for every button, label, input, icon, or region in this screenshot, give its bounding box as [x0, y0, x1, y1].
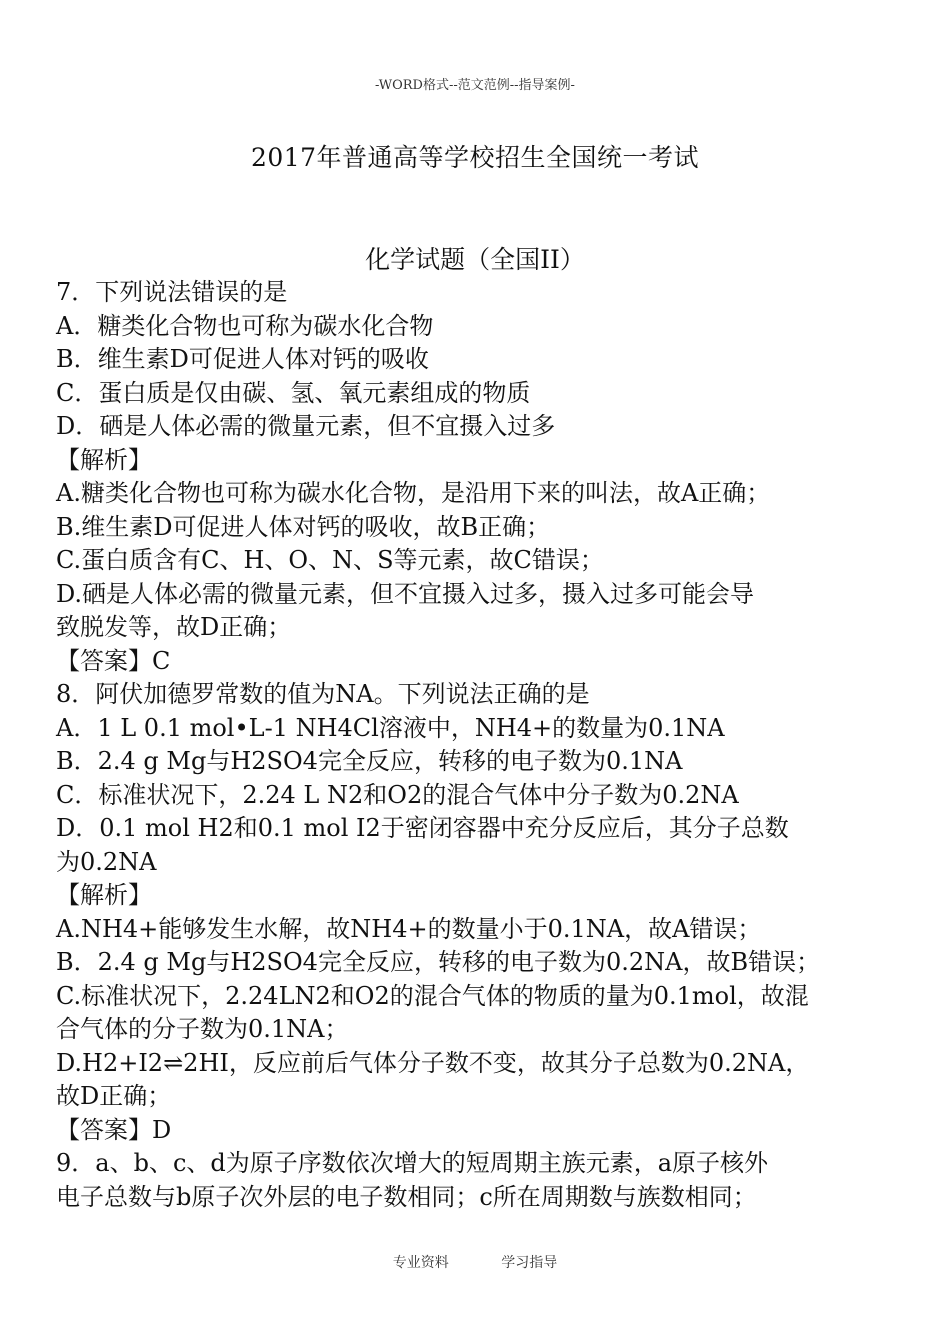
question-7-option-d: D．硒是人体必需的微量元素，但不宜摄入过多 [56, 412, 556, 440]
question-7-option-c: C．蛋白质是仅由碳、氢、氧元素组成的物质 [56, 378, 531, 407]
analysis-heading: 【解析】 [56, 881, 152, 909]
analysis-line: D.H2+I2⇌2HI，反应前后气体分子数不变，故其分子总数为0.2NA， [56, 1048, 810, 1077]
analysis-heading: 【解析】 [56, 445, 152, 474]
question-8-option-a: A．1 L 0.1 mol•L-1 NH4Cl溶液中，NH4+的数量为0.1NA [56, 713, 725, 742]
footer-left-label: 专业资料 [392, 1255, 449, 1271]
question-8-option-d-cont: 为0.2NA [56, 847, 157, 876]
question-8-stem: 8．阿伏加德罗常数的值为NA。下列说法正确的是 [56, 680, 590, 708]
analysis-line: A.糖类化合物也可称为碳水化合物，是沿用下来的叫法，故A正确； [56, 479, 771, 507]
analysis-line: A.NH4+能够发生水解，故NH4+的数量小于0.1NA，故A错误； [56, 914, 762, 943]
analysis-line: B．2.4 g Mg与H2SO4完全反应，转移的电子数为0.2NA，故B错误； [56, 948, 821, 976]
analysis-line: 故D正确； [56, 1082, 172, 1110]
page-header: -WORD格式--范文范例--指导案例- [375, 78, 575, 93]
exam-subtitle: 化学试题（全国II） [365, 245, 585, 274]
analysis-line: C.蛋白质含有C、H、O、N、S等元素，故C错误； [56, 546, 604, 574]
question-9-stem-cont: 电子总数与b原子次外层的电子数相同；c所在周期数与族数相同； [56, 1182, 757, 1211]
question-7-option-a: A．糖类化合物也可称为碳水化合物 [56, 311, 434, 340]
analysis-line: B.维生素D可促进人体对钙的吸收，故B正确； [56, 512, 551, 541]
analysis-line: 合气体的分子数为0.1NA； [56, 1015, 349, 1043]
question-9-stem: 9．a、b、c、d为原子序数依次增大的短周期主族元素，a原子核外 [56, 1149, 769, 1177]
page-footer [0, 1252, 950, 1272]
question-8-option-c: C．标准状况下，2.24 L N2和O2的混合气体中分子数为0.2NA [56, 780, 739, 809]
question-7-stem: 7．下列说法错误的是 [56, 278, 288, 306]
answer-line: 【答案】C [56, 646, 171, 675]
question-8-option-b: B．2.4 g Mg与H2SO4完全反应，转移的电子数为0.1NA [56, 747, 683, 775]
question-7-option-b: B．维生素D可促进人体对钙的吸收 [56, 345, 429, 373]
question-8-option-d: D．0.1 mol H2和0.1 mol I2于密闭容器中充分反应后，其分子总数 [56, 814, 789, 842]
answer-line: 【答案】D [56, 1115, 172, 1144]
analysis-line: 致脱发等，故D正确； [56, 613, 292, 641]
footer-right-label: 学习指导 [501, 1255, 558, 1271]
document-body [56, 276, 916, 1214]
analysis-line: C.标准状况下，2.24LN2和O2的混合气体的物质的量为0.1mol，故混 [56, 981, 809, 1010]
exam-title: 2017年普通高等学校招生全国统一考试 [250, 143, 700, 172]
analysis-line: D.硒是人体必需的微量元素，但不宜摄入过多，摄入过多可能会导 [56, 579, 755, 608]
